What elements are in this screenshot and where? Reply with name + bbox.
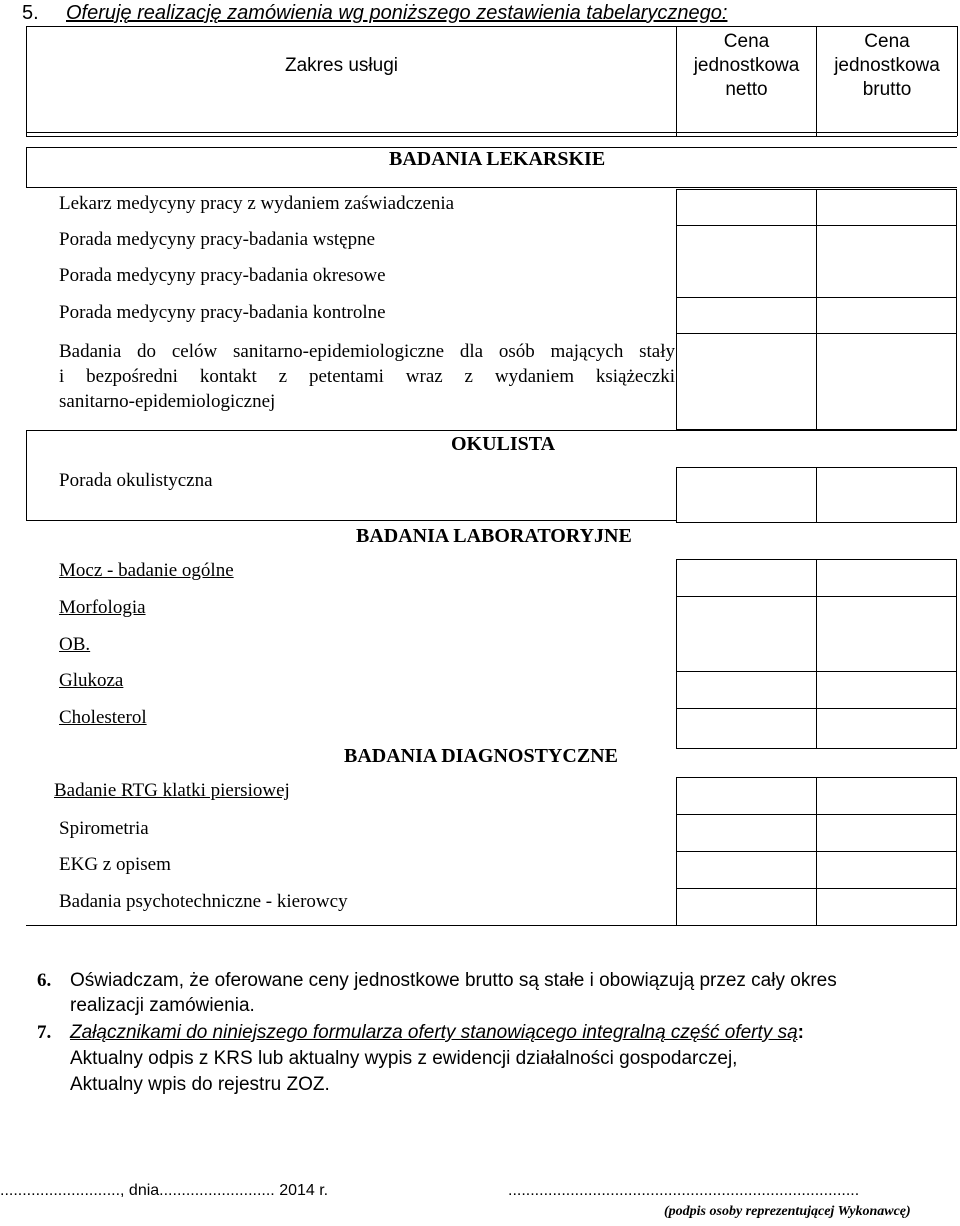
header-bottom-line-2 xyxy=(26,136,957,137)
section-title-ophthalmologist: OKULISTA xyxy=(451,433,556,455)
signature-dots: ............................................................................... xyxy=(508,1182,860,1199)
table-left-border xyxy=(26,26,27,136)
gross-price-cell[interactable] xyxy=(816,297,957,334)
lab-item: Cholesterol xyxy=(59,707,147,728)
attachment-item: Aktualny wpis do rejestru ZOZ. xyxy=(70,1074,330,1095)
medical-item: Porada medycyny pracy-badania okresowe xyxy=(59,265,386,286)
gross-price-cell[interactable] xyxy=(816,559,957,597)
table-right-border xyxy=(957,26,958,136)
medical-item-sanitary: Badania do celów sanitarno-epidemiologiczne dla osób mających stały i bezpośredni kontakt z petentami wraz z wydaniem książeczki sanitarno-epidemiologicznej xyxy=(59,341,675,412)
point-number-7: 7. xyxy=(37,1022,52,1043)
section-top-line xyxy=(26,430,957,431)
gross-price-cell[interactable] xyxy=(816,851,957,889)
diagnostic-item: Badanie RTG klatki piersiowej xyxy=(54,780,290,801)
gross-price-cell[interactable] xyxy=(816,333,957,430)
gross-price-cell[interactable] xyxy=(816,671,957,709)
column-header-net-price: Cena jednostkowa netto xyxy=(693,31,800,100)
net-price-cell[interactable] xyxy=(676,559,817,597)
section-title-diagnostic: BADANIA DIAGNOSTYCZNE xyxy=(344,745,618,767)
net-price-cell[interactable] xyxy=(676,671,817,709)
lab-item: Morfologia xyxy=(59,597,146,618)
diagnostic-item: EKG z opisem xyxy=(59,854,171,875)
diagnostic-item: Badania psychotechniczne - kierowcy xyxy=(59,891,348,912)
gross-price-cell[interactable] xyxy=(816,596,957,672)
net-price-cell[interactable] xyxy=(676,333,817,430)
net-price-cell[interactable] xyxy=(676,814,817,852)
point-6-text-continued: realizacji zamówienia. xyxy=(70,995,255,1016)
net-price-cell[interactable] xyxy=(676,596,817,672)
signature-caption: (podpis osoby reprezentującej Wykonawcę) xyxy=(664,1204,911,1219)
column-header-gross-price: Cena jednostkowa brutto xyxy=(834,31,940,100)
attachment-item: Aktualny odpis z KRS lub aktualny wypis z ewidencji działalności gospodarczej, xyxy=(70,1048,738,1069)
lab-item: Mocz - badanie ogólne xyxy=(59,560,234,581)
net-price-cell[interactable] xyxy=(676,851,817,889)
lab-item: Glukoza xyxy=(59,670,124,691)
section-left-border xyxy=(26,430,27,520)
gross-price-cell[interactable] xyxy=(816,467,957,523)
net-price-cell[interactable] xyxy=(676,888,817,926)
net-price-cell[interactable] xyxy=(676,297,817,334)
point-number-6: 6. xyxy=(37,970,52,991)
place-date-line: ..........................., dnia.......................... 2014 r. xyxy=(0,1182,329,1199)
medical-item: Porada medycyny pracy-badania wstępne xyxy=(59,229,376,250)
point-6-text: Oświadczam, że oferowane ceny jednostkowe brutto są stałe i obowiązują przez cały okres xyxy=(70,970,837,991)
section-heading: Oferuję realizację zamówienia wg poniższego zestawienia tabelarycznego: xyxy=(66,2,728,24)
gross-price-cell[interactable] xyxy=(816,708,957,749)
section-left-border xyxy=(26,147,27,187)
header-bottom-line xyxy=(26,132,957,133)
section-number-5: 5. xyxy=(22,2,39,24)
net-price-cell[interactable] xyxy=(676,777,817,815)
diagnostic-item: Spirometria xyxy=(59,818,149,839)
gross-price-cell[interactable] xyxy=(816,888,957,926)
column-header-scope: Zakres usługi xyxy=(285,55,398,76)
net-price-cell[interactable] xyxy=(676,225,817,298)
net-price-cell[interactable] xyxy=(676,189,817,226)
section-title-medical: BADANIA LEKARSKIE xyxy=(389,148,606,170)
net-price-cell[interactable] xyxy=(676,708,817,749)
gross-price-cell[interactable] xyxy=(816,225,957,298)
medical-item: Porada medycyny pracy-badania kontrolne xyxy=(59,302,386,323)
ophthalmologist-item: Porada okulistyczna xyxy=(59,470,213,491)
table-bottom-line xyxy=(26,925,957,926)
section-bottom-line xyxy=(26,187,957,188)
medical-item: Lekarz medycyny pracy z wydaniem zaświadczenia xyxy=(59,193,455,214)
lab-item: OB. xyxy=(59,634,91,655)
gross-price-cell[interactable] xyxy=(816,777,957,815)
table-top-border xyxy=(26,26,957,27)
gross-price-cell[interactable] xyxy=(816,814,957,852)
point-7-heading: Załącznikami do niniejszego formularza oferty stanowiącego integralną część oferty są: xyxy=(70,1022,804,1043)
section-bottom-line xyxy=(26,520,676,521)
section-title-laboratory: BADANIA LABORATORYJNE xyxy=(356,525,632,547)
net-price-cell[interactable] xyxy=(676,467,817,523)
gross-price-cell[interactable] xyxy=(816,189,957,226)
